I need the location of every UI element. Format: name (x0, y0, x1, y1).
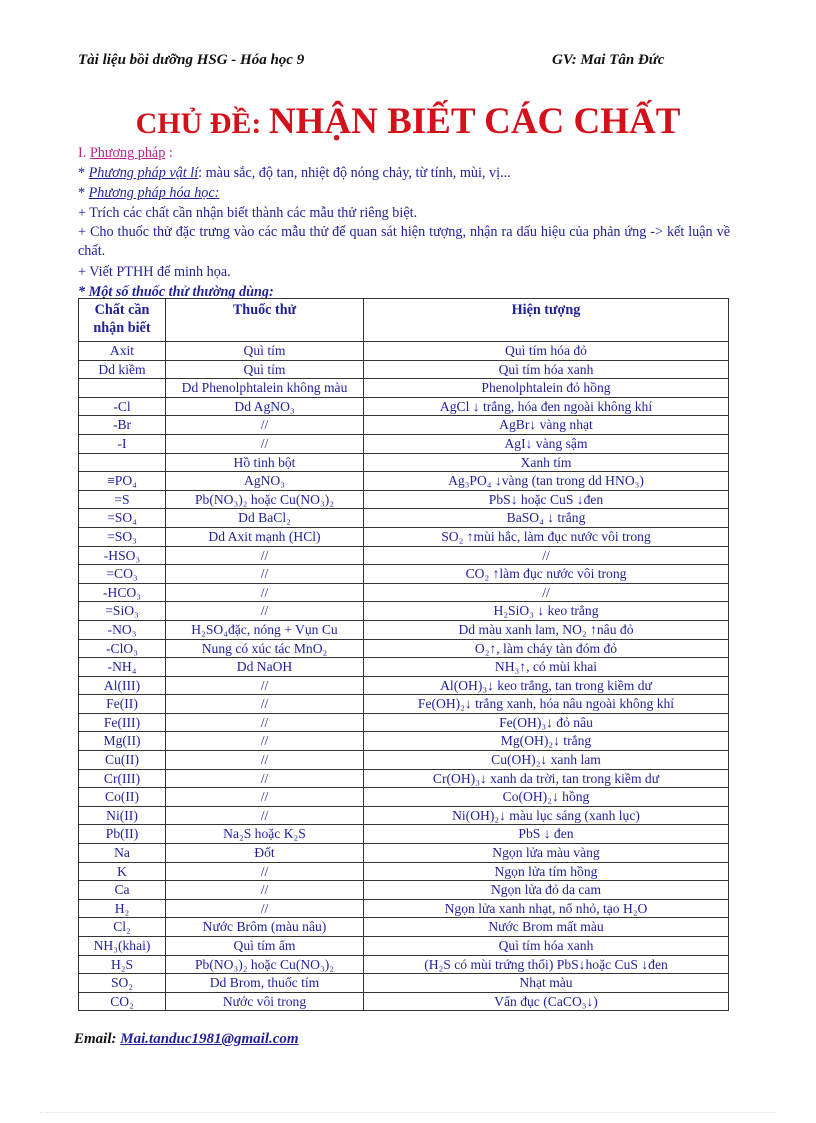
cell-substance: SO₂ (79, 974, 166, 993)
cell-substance: Mg(II) (79, 732, 166, 751)
section-label: Phương pháp (89, 145, 166, 161)
chemical-method-label: Phương pháp hóa học: (88, 185, 220, 201)
cell-phenomenon: Quì tím hóa xanh (364, 360, 729, 379)
table-row (79, 639, 729, 658)
table-row (79, 918, 729, 937)
cell-substance: Ca (79, 881, 166, 900)
cell-reagent: AgNO₃ (166, 472, 364, 491)
cell-reagent: Nung có xúc tác MnO₂ (166, 639, 364, 658)
cell-phenomenon: Quì tím hóa đỏ (364, 342, 729, 361)
title-topic: NHẬN BIẾT CÁC CHẤT (268, 101, 681, 142)
cell-phenomenon: Co(OH)₂↓ hồng (364, 788, 729, 807)
cell-substance: Cu(II) (79, 751, 166, 770)
cell-phenomenon: O₂↑, làm cháy tàn đóm đỏ (364, 639, 729, 658)
cell-reagent: Quì tím (166, 342, 364, 361)
table-row (79, 546, 729, 565)
cell-substance (79, 379, 166, 398)
table-row (79, 899, 729, 918)
header-teacher: GV: Mai Tân Đức (552, 52, 665, 68)
cell-substance: -ClO₃ (79, 639, 166, 658)
cell-substance: H₂S (79, 955, 166, 974)
cell-reagent: Na₂S hoặc K₂S (166, 825, 364, 844)
column-header-substance: Chất cần nhận biết (79, 299, 166, 342)
cell-reagent: // (166, 881, 364, 900)
cell-substance: K (79, 862, 166, 881)
cell-substance: H₂ (79, 899, 166, 918)
title-topic-label: CHỦ ĐỀ: (135, 107, 269, 140)
cell-reagent: Dd Axit mạnh (HCl) (166, 527, 364, 546)
cell-substance: Pb(II) (79, 825, 166, 844)
chemical-method-line (78, 183, 730, 203)
cell-phenomenon: // (364, 583, 729, 602)
cell-substance: CO₂ (79, 992, 166, 1011)
cell-substance: Al(III) (79, 676, 166, 695)
table-row (79, 416, 729, 435)
table-row (79, 434, 729, 453)
cell-phenomenon: Quì tím hóa xanh (364, 937, 729, 956)
cell-substance: Ni(II) (79, 806, 166, 825)
cell-phenomenon: NH₃↑, có mùi khai (364, 658, 729, 677)
cell-substance: Fe(II) (79, 695, 166, 714)
cell-phenomenon: Vẩn đục (CaCO₃↓) (364, 992, 729, 1011)
table-row (79, 379, 729, 398)
table-row (79, 825, 729, 844)
table-row (79, 360, 729, 379)
cell-reagent: Dd Phenolphtalein không màu (166, 379, 364, 398)
cell-substance: =SO₃ (79, 527, 166, 546)
cell-phenomenon: Fe(OH)₂↓ trắng xanh, hóa nâu ngoài không khí (364, 695, 729, 714)
cell-substance: Cl₂ (79, 918, 166, 937)
cell-reagent: Dd BaCl₂ (166, 509, 364, 528)
table-row (79, 453, 729, 472)
table-row (79, 695, 729, 714)
table-body (79, 342, 729, 1011)
cell-reagent: // (166, 416, 364, 435)
cell-substance: -NH₄ (79, 658, 166, 677)
table-row (79, 806, 729, 825)
email-link[interactable]: Mai.tanduc1981@gmail.com (120, 1031, 299, 1047)
cell-phenomenon: BaSO₄ ↓ trắng (364, 509, 729, 528)
table-row (79, 509, 729, 528)
table-header-row (79, 299, 729, 342)
email-label: Email: (74, 1031, 121, 1047)
table-row (79, 658, 729, 677)
cell-substance: -Cl (79, 397, 166, 416)
table-row (79, 751, 729, 770)
cell-substance: Na (79, 844, 166, 863)
step-2: + Cho thuốc thử đặc trưng vào các mẫu thử để quan sát hiện tượng, nhận ra dấu hiệu của phản ứng -> kết luận về chất. (78, 224, 730, 259)
table-row (79, 713, 729, 732)
cell-phenomenon: CO₂ ↑làm đục nước vôi trong (364, 565, 729, 584)
cell-substance: NH₃(khai) (79, 937, 166, 956)
cell-substance: ≡PO₄ (79, 472, 166, 491)
cell-reagent: H₂SO₄đặc, nóng + Vụn Cu (166, 620, 364, 639)
cell-phenomenon: PbS ↓ đen (364, 825, 729, 844)
header-document-title: Tài liệu bồi dưỡng HSG - Hóa học 9 (78, 52, 305, 68)
cell-reagent: Pb(NO₃)₂ hoặc Cu(NO₃)₂ (166, 490, 364, 509)
cell-reagent: // (166, 695, 364, 714)
cell-substance: =CO₃ (79, 565, 166, 584)
cell-substance: Fe(III) (79, 713, 166, 732)
cell-phenomenon: Ngọn lửa xanh nhạt, nổ nhỏ, tạo H₂O (364, 899, 729, 918)
table-row (79, 397, 729, 416)
page-bottom-divider (40, 1112, 776, 1113)
cell-substance: =SO₄ (79, 509, 166, 528)
cell-phenomenon: Xanh tím (364, 453, 729, 472)
cell-reagent: Nước Brôm (màu nâu) (166, 918, 364, 937)
column-header-phenomenon: Hiện tượng (364, 299, 729, 342)
table-row (79, 862, 729, 881)
cell-substance: =S (79, 490, 166, 509)
cell-substance: =SiO₃ (79, 602, 166, 621)
physical-method-text: : màu sắc, độ tan, nhiệt độ nóng chảy, từ tính, mùi, vị... (198, 165, 511, 181)
cell-reagent: Đốt (166, 844, 364, 863)
cell-reagent: Hồ tinh bột (166, 453, 364, 472)
cell-substance: Dd kiềm (79, 360, 166, 379)
table-row (79, 490, 729, 509)
cell-substance: -NO₃ (79, 620, 166, 639)
cell-reagent: // (166, 751, 364, 770)
method-section (78, 143, 730, 302)
cell-phenomenon: Ngọn lửa đỏ da cam (364, 881, 729, 900)
cell-reagent: // (166, 546, 364, 565)
section-heading (78, 143, 730, 163)
cell-reagent: // (166, 862, 364, 881)
cell-reagent: // (166, 788, 364, 807)
cell-substance: Cr(III) (79, 769, 166, 788)
cell-phenomenon: Nước Brom mất màu (364, 918, 729, 937)
cell-reagent: // (166, 806, 364, 825)
cell-phenomenon: Cu(OH)₂↓ xanh lam (364, 751, 729, 770)
cell-reagent: Dd NaOH (166, 658, 364, 677)
cell-substance: -Br (79, 416, 166, 435)
table-row (79, 472, 729, 491)
bullet: * (78, 165, 89, 181)
page-title (0, 100, 816, 143)
bullet: * (78, 185, 89, 201)
cell-substance: Co(II) (79, 788, 166, 807)
physical-method-label: Phương pháp vật lí (88, 165, 199, 181)
section-colon: : (165, 145, 173, 161)
table-row (79, 881, 729, 900)
cell-phenomenon: AgBr↓ vàng nhạt (364, 416, 729, 435)
cell-phenomenon: Cr(OH)₃↓ xanh da trời, tan trong kiềm dư (364, 769, 729, 788)
table-row (79, 732, 729, 751)
step-3: + Viết PTHH để minh họa. (78, 264, 231, 280)
table-row (79, 676, 729, 695)
section-number: I. (78, 145, 90, 161)
cell-phenomenon: Ngọn lửa tím hồng (364, 862, 729, 881)
table-row (79, 602, 729, 621)
cell-phenomenon: Fe(OH)₃↓ đỏ nâu (364, 713, 729, 732)
cell-phenomenon: Phenolphtalein đỏ hồng (364, 379, 729, 398)
table-row (79, 974, 729, 993)
cell-reagent: Dd Brom, thuốc tím (166, 974, 364, 993)
table-row (79, 992, 729, 1011)
table-row (79, 527, 729, 546)
cell-phenomenon: Mg(OH)₂↓ trắng (364, 732, 729, 751)
cell-phenomenon: Ngọn lửa màu vàng (364, 844, 729, 863)
cell-phenomenon: Dd màu xanh lam, NO₂ ↑nâu đỏ (364, 620, 729, 639)
cell-reagent: Quì tím ẩm (166, 937, 364, 956)
reagents-heading: * Một số thuốc thử thường dùng: (78, 284, 274, 300)
table-row (79, 565, 729, 584)
table-row (79, 769, 729, 788)
cell-phenomenon: Al(OH)₃↓ keo trắng, tan trong kiềm dư (364, 676, 729, 695)
footer-email (74, 1031, 299, 1048)
column-header-reagent: Thuốc thử (166, 299, 364, 342)
table-row (79, 342, 729, 361)
cell-phenomenon: AgI↓ vàng sậm (364, 434, 729, 453)
cell-phenomenon: AgCl ↓ trắng, hóa đen ngoài không khí (364, 397, 729, 416)
cell-substance: -I (79, 434, 166, 453)
table-row (79, 955, 729, 974)
cell-phenomenon: H₂SiO₃ ↓ keo trắng (364, 602, 729, 621)
physical-method-line (78, 163, 730, 183)
cell-reagent: Quì tím (166, 360, 364, 379)
cell-reagent: // (166, 565, 364, 584)
cell-reagent: Dd AgNO₃ (166, 397, 364, 416)
cell-substance: Axit (79, 342, 166, 361)
cell-phenomenon: Ag₃PO₄ ↓vàng (tan trong dd HNO₃) (364, 472, 729, 491)
table-row (79, 937, 729, 956)
cell-substance (79, 453, 166, 472)
cell-reagent: // (166, 676, 364, 695)
cell-phenomenon: PbS↓ hoặc CuS ↓đen (364, 490, 729, 509)
cell-reagent: // (166, 434, 364, 453)
cell-substance: -HCO₃ (79, 583, 166, 602)
step-1: + Trích các chất cần nhận biết thành các mẫu thử riêng biệt. (78, 205, 418, 221)
reagents-table (78, 298, 729, 1011)
cell-reagent: // (166, 713, 364, 732)
cell-reagent: // (166, 899, 364, 918)
cell-reagent: // (166, 732, 364, 751)
cell-reagent: Pb(NO₃)₂ hoặc Cu(NO₃)₂ (166, 955, 364, 974)
table-row (79, 844, 729, 863)
cell-phenomenon: // (364, 546, 729, 565)
cell-phenomenon: (H₂S có mùi trứng thối) PbS↓hoặc CuS ↓đen (364, 955, 729, 974)
table-row (79, 788, 729, 807)
cell-phenomenon: Ni(OH)₂↓ màu lục sáng (xanh lục) (364, 806, 729, 825)
cell-reagent: Nước vôi trong (166, 992, 364, 1011)
cell-phenomenon: Nhạt màu (364, 974, 729, 993)
cell-reagent: // (166, 769, 364, 788)
cell-substance: -HSO₃ (79, 546, 166, 565)
cell-phenomenon: SO₂ ↑mùi hắc, làm đục nước vôi trong (364, 527, 729, 546)
table-row (79, 583, 729, 602)
table-row (79, 620, 729, 639)
cell-reagent: // (166, 602, 364, 621)
cell-reagent: // (166, 583, 364, 602)
page-header (78, 52, 688, 74)
